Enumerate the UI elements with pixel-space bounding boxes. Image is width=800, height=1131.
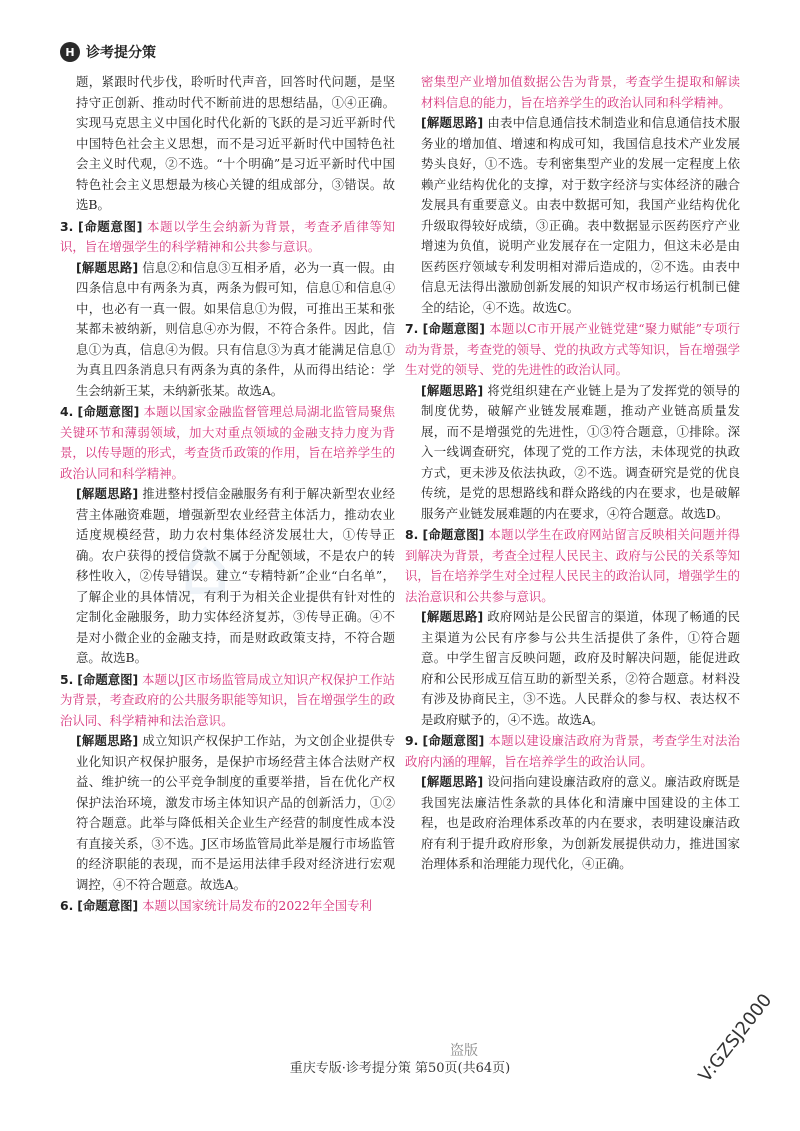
q4-number: 4.: [60, 404, 74, 419]
question-8: [405, 525, 740, 730]
question-5: [60, 670, 395, 896]
q5-approach: 成立知识产权保护工作站，为文创企业提供专业化知识产权保护服务，是保护市场经营主体合法财产权益、维护统一的公平竞争制度的重要举措，旨在优化产权保护法治环境，激发市场主体知识产品的创新活力，①②符合题意。此举与降低相关企业生产经营的制度性成本没有直接关系，③不选。J区市场监管局此举是履行市场监管的经济职能的表现，而不是运用法律手段对经济进行宏观调控，④不符合题意。故选A。: [76, 733, 396, 892]
q9-approach-tag: [解题思路]: [421, 774, 484, 789]
q2-continuation: 题，紧跟时代步伐，聆听时代声音，回答时代问题，是坚持守正创新、推动时代不断前进的思想结晶，①④正确。实现马克思主义中国化时代化新的飞跃的是习近平新时代中国特色社会主义思想，而不是习近平新时代中国特色社会主义时代观，②不选。“十个明确”是习近平新时代中国特色社会主义思想最为核心关键的组成部分，③错误。故选B。: [76, 74, 395, 212]
q8-intent: 本题以学生在政府网站留言反映相关问题并得到解决为背景，考查全过程人民民主、政府与公民的关系等知识，旨在培养学生对全过程人民民主的政治认同，增强学生的法治意识和公共参与意识。: [405, 527, 740, 604]
q5-approach-tag: [解题思路]: [76, 733, 139, 748]
q4-approach-tag: [解题思路]: [76, 486, 139, 501]
q7-approach-tag: [解题思路]: [421, 382, 484, 398]
q5-number: 5.: [60, 671, 74, 687]
q3-approach: 信息②和信息③互相矛盾，必为一真一假。由四条信息中有两条为真，两条为假可知，信息①和信息④中，也必有一真一假。如果信息①为假，可推出王某和张某都未被纳新，则信息④亦为假，不符合条件。因此，信息①为真，信息④为假。只有信息③为真才能满足信息①为真且四条消息只有两条为真的条件，从而得出结论：学生会纳新王某，未纳新张某。故选A。: [76, 259, 396, 398]
q6-intent-continuation: 密集型产业增加值数据公告为背景，考查学生提取和解读材料信息的能力，旨在培养学生的政治认同和科学精神。: [421, 74, 740, 110]
question-3: [60, 217, 395, 402]
background-watermark-logo: ⌂: [180, 520, 231, 613]
q3-intent-tag: [命题意图]: [77, 218, 143, 234]
page-footer: 重庆专版·诊考提分策 第50页(共64页): [289, 1061, 511, 1076]
q6-number: 6.: [60, 898, 74, 913]
q6-approach-tag: [解题思路]: [421, 115, 484, 130]
q4-approach: 推进整村授信金融服务有利于解决新型农业经营主体融资难题，增强新型农业经营主体活力，推动农业适度规模经营，助力农村集体经济发展壮大，①传导正确。农户获得的授信贷款不属于分配领域，不是农户的转移性收入，②传导错误。建立“专精特新”企业“白名单”，了解企业的具体情况，有利于为相关企业提供有针对性的定制化金融服务，助力实体经济复苏，③传导正确。④不是对小微企业的金融支持，而是财政政策支持，不符合题意。故选B。: [76, 486, 396, 665]
q7-intent-tag: [命题意图]: [422, 321, 485, 336]
q5-intent-tag: [命题意图]: [77, 671, 139, 687]
q9-intent-tag: [命题意图]: [422, 733, 485, 748]
q6-intent-tag: [命题意图]: [77, 898, 139, 913]
right-column: [405, 72, 740, 875]
q7-number: 7.: [405, 321, 419, 336]
q4-intent: 本题以国家金融监督管理总局湖北监管局聚焦关键环节和薄弱领域，加大对重点领域的金融支持力度为背景，以传导题的形式，考查货币政策的作用，旨在培养学生的政治认同和科学精神。: [60, 404, 395, 481]
q9-approach: 设问指向建设廉洁政府的意义。廉洁政府既是我国宪法廉洁性条款的具体化和清廉中国建设的主体工程，也是政府治理体系改革的内在要求，表明建设廉洁政府有利于提升政府形象，为创新发展提供动力，推进国家治理体系和治理能力现代化，④正确。: [421, 774, 741, 871]
left-column: [60, 72, 395, 917]
q3-approach-tag: [解题思路]: [76, 259, 139, 275]
q3-intent: 本题以学生会纳新为背景，考查矛盾律等知识，旨在增强学生的科学精神和公共参与意识。: [60, 218, 395, 254]
q9-number: 9.: [405, 733, 419, 748]
q5-intent: 本题以J区市场监管局成立知识产权保护工作站为背景，考查政府的公共服务职能等知识，旨在增强学生的政治认同、科学精神和法治意识。: [60, 671, 395, 728]
question-6: [60, 896, 395, 917]
q7-approach: 将党组织建在产业链上是为了发挥党的领导的制度优势，破解产业链发展难题，推动产业链高质量发展，而不是增强党的先进性，①③符合题意，①排除。深入一线调查研究，体现了党的工作方法，未体现党的执政方式，更未涉及依法执政，②不选。调查研究是党的优良传统，是党的思想路线和群众路线的内在要求，也是破解服务产业链发展难题的内在要求，④符合题意。故选D。: [421, 382, 741, 521]
q8-approach: 政府网站是公民留言的渠道，体现了畅通的民主渠道为公民有序参与公共生活提供了条件，①符合题意。中学生留言反映问题，政府及时解决问题，能促进政府和公民形成互信互助的新型关系，②符合题意。材料没有涉及协商民主，③不选。人民群众的参与权、表达权不是政府赋予的，④不选。故选A。: [421, 609, 741, 727]
question-7: [405, 319, 740, 524]
q4-intent-tag: [命题意图]: [77, 404, 140, 419]
brand-logo: H: [60, 42, 80, 62]
brand-title: 诊考提分策: [86, 45, 156, 61]
header: [60, 40, 156, 64]
q6-approach: 由表中信息通信技术制造业和信息通信技术服务业的增加值、增速和构成可知，我国信息技术产业发展势头良好，①不选。专利密集型产业的发展一定程度上依赖产业结构优化的支撑，对于数字经济与实体经济的融合发展具有重要意义。由表中数据可知，我国产业结构优化升级取得较好成绩，③正确。表中数据显示医药医疗产业增速为负值，说明产业发展存在一定阻力，但这未必是由医药医疗领域专利发明相对滞后造成的，②不选。由表中信息无法得出激励创新发展的知识产权市场运行机制已健全的结论，④不选。故选C。: [421, 115, 741, 315]
q8-approach-tag: [解题思路]: [421, 609, 484, 624]
q8-number: 8.: [405, 527, 419, 542]
diagonal-watermark: V:GZSJ2000: [694, 990, 777, 1087]
q6-intent: 本题以国家统计局发布的2022年全国专利: [142, 898, 372, 913]
stamp-text: 盗版: [450, 1043, 478, 1059]
q9-intent: 本题以建设廉洁政府为背景，考查学生对法治政府内涵的理解，旨在培养学生的政治认同。: [405, 733, 740, 769]
q8-intent-tag: [命题意图]: [422, 527, 485, 542]
q7-intent: 本题以C市开展产业链党建“聚力赋能”专项行动为背景，考查党的领导、党的执政方式等知识，旨在增强学生对党的领导、党的先进性的政治认同。: [405, 321, 740, 377]
question-4: [60, 402, 395, 669]
q3-number: 3.: [60, 218, 74, 234]
question-9: [405, 731, 740, 875]
